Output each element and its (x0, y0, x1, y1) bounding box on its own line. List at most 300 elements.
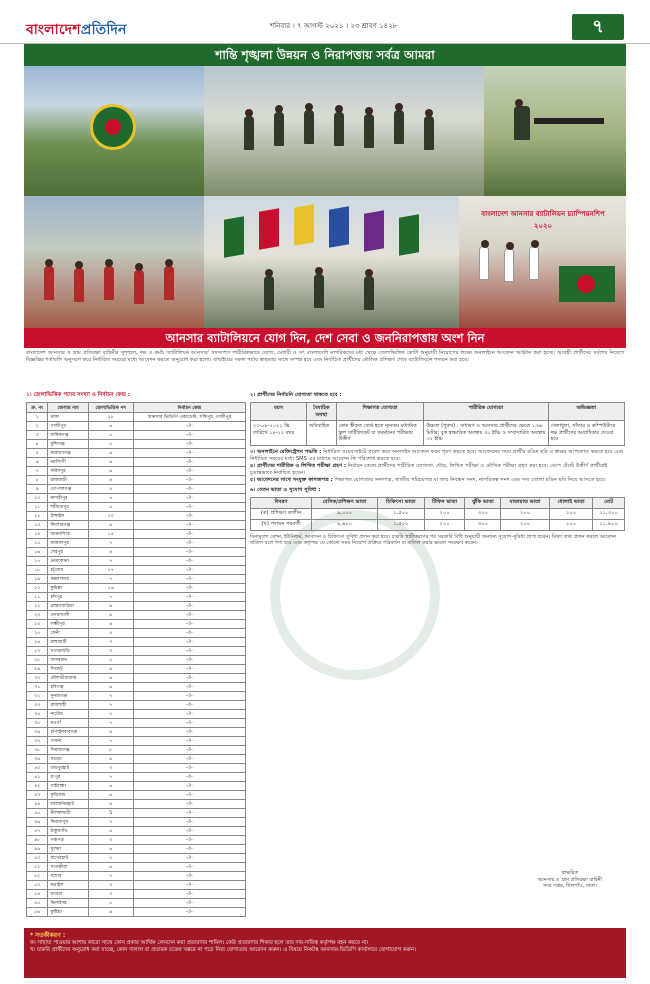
table-cell: -ঐ- (133, 710, 245, 719)
table-cell: -ঐ- (133, 908, 245, 917)
table-cell: ৯ (88, 755, 133, 764)
table-cell: ৬ (88, 467, 133, 476)
table-cell: ৫ (88, 431, 133, 440)
table-cell: ৪৪ (27, 800, 48, 809)
info-section (250, 463, 625, 477)
table-row (27, 854, 246, 863)
table-row (27, 512, 246, 521)
table-cell: -ঐ- (133, 773, 245, 782)
table-cell: ৬ (88, 620, 133, 629)
table-cell: ৭ (88, 719, 133, 728)
salary-heading: ৬। বেতন ভাতা ও সুযোগ সুবিধা : (250, 486, 321, 493)
table-cell: ১৭ (88, 566, 133, 575)
table-cell: ২০০ (501, 519, 549, 530)
photo-collage (24, 66, 626, 328)
table-row (27, 413, 246, 422)
signoff-name: আনসার ও গ্রাম প্রতিরক্ষা বাহিনী (537, 876, 603, 883)
table-row (27, 818, 246, 827)
table-cell: ময়মনসিংহ (48, 530, 88, 539)
signoff-block (520, 870, 620, 890)
table-row (27, 800, 246, 809)
table-row (27, 836, 246, 845)
table-cell: ৬ (27, 458, 48, 467)
table-header: টিফিন ভাতা (424, 497, 465, 508)
table-cell: ফেনী (48, 629, 88, 638)
soldier-figure (334, 112, 344, 146)
section-text: শিক্ষাগত যোগ্যতার সনদপত্র, জাতীয় পরিচয়পত্র বা জন্ম নিবন্ধন সনদ, নাগরিকত্ব সনদ এবং সদ্য তোলা রঙিন ছবি নিয়ে আসতে হবে। (332, 476, 606, 483)
table-cell: ৮ (88, 746, 133, 755)
table-header: অভিজ্ঞতা (548, 403, 624, 421)
photo-flag-parade (204, 196, 459, 328)
table-row (27, 827, 246, 836)
table-cell: রাজবাড়ী (48, 476, 88, 485)
table-row (27, 620, 246, 629)
table-cell: ৯ (27, 485, 48, 494)
table-cell: ২০ (27, 584, 48, 593)
table-cell: ৩ (27, 431, 48, 440)
table-cell: -ঐ- (133, 800, 245, 809)
table-header: বয়স (251, 403, 307, 421)
table-cell: ঢাকা (48, 413, 88, 422)
table-cell: ৪ (88, 503, 133, 512)
table-cell: -ঐ- (133, 449, 245, 458)
table-cell: রাঙ্গামাটি (48, 638, 88, 647)
table-cell: নারায়ণগঞ্জ (48, 449, 88, 458)
table-cell: -ঐ- (133, 512, 245, 521)
table-cell: ১১,৩০০ (593, 508, 625, 519)
info-section (250, 449, 625, 463)
table-cell: ১৮ (27, 566, 48, 575)
table-row (27, 422, 246, 431)
table-row (27, 521, 246, 530)
table-cell: আনসার ভিডিপি একাডেমি, সফিপুর, গাজীপুর (133, 413, 245, 422)
table-row (27, 566, 246, 575)
table-cell: ৭ (88, 575, 133, 584)
table-cell: -ঐ- (133, 521, 245, 530)
table-cell: মানিকগঞ্জ (48, 431, 88, 440)
table-cell: ৩৮ (27, 746, 48, 755)
soldier-figure (274, 112, 284, 146)
table-cell: -ঐ- (133, 683, 245, 692)
table-row (27, 746, 246, 755)
table-cell: ৭ (88, 872, 133, 881)
table-cell: ৬ (88, 845, 133, 854)
eligibility-table (250, 402, 625, 446)
table-cell: -ঐ- (133, 647, 245, 656)
ansar-emblem-icon (90, 104, 136, 150)
table-cell: খুলনা (48, 845, 88, 854)
table-cell: ৫০ (27, 854, 48, 863)
table-cell: ৭ (88, 701, 133, 710)
table-cell: কুড়িগ্রাম (48, 791, 88, 800)
soldier-figure (244, 116, 254, 150)
table-cell: ৩৯ (27, 755, 48, 764)
table-cell: চাঁপাইনবাবগঞ্জ (48, 728, 88, 737)
table-cell: ঝিনাইদহ (48, 899, 88, 908)
notes-paragraph: বিনামূল্যে রেশন, ইউনিফর্ম, আবাসন ও চিকিৎসা সুবিধা প্রদান করা হবে। চাকরি স্থায়ীকরণের পর সরকারি বিধি অনুযায়ী অন্যান্য সুযোগ-সুবিধা প্রাপ্য হবেন। মিথ্যা তথ্য প্রদান করলে আবেদন বাতিল বলে গণ্য হবে এবং কর্তৃপক্ষ যে কোনো সময় নিয়োগ প্রক্রিয়া পরিবর্তন বা বাতিল করার ক্ষমতা সংরক্ষণ করেন। (250, 533, 616, 547)
table-cell: ১,৫০০ (377, 508, 424, 519)
table-cell: ৩০০ (465, 508, 501, 519)
table-cell: -ঐ- (133, 485, 245, 494)
district-quota-section (26, 392, 246, 915)
table-cell: ২ (27, 422, 48, 431)
table-cell: ২৫ (27, 629, 48, 638)
table-cell: ৬ (88, 449, 133, 458)
table-cell: ২৩-০৮-২০২১ খ্রি. তারিখে ১৮-২২ বছর (251, 421, 307, 446)
table-header: চিকিৎসা ভাতা (377, 497, 424, 508)
requirements-section (250, 392, 625, 892)
table-cell: ৯ (88, 665, 133, 674)
table-row (27, 494, 246, 503)
soldier-figure (364, 276, 374, 310)
table-cell: ৯ (88, 602, 133, 611)
table-header: বৈবাহিক অবস্থা (306, 403, 336, 421)
table-row (27, 440, 246, 449)
table-cell: ২০০ (424, 519, 465, 530)
gun-icon (534, 118, 604, 124)
eligibility-heading: ২। প্রার্থীদের নির্বাচনি যোগ্যতা থাকতে হবে : (250, 392, 342, 398)
table-row (27, 863, 246, 872)
table-cell: নাটোর (48, 710, 88, 719)
table-cell: ৬ (88, 674, 133, 683)
table-cell: ৪৬ (27, 818, 48, 827)
table-row (251, 508, 625, 519)
table-cell: সুনামগঞ্জ (48, 692, 88, 701)
table-cell: ব্রাহ্মণবাড়িয়া (48, 602, 88, 611)
table-cell: -ঐ- (133, 746, 245, 755)
table-cell: নেত্রকোনা (48, 557, 88, 566)
intro-paragraph: বাংলাদেশ আনসার ও গ্রাম প্রতিরক্ষা বাহিনীর সুশৃঙ্খল, দক্ষ ও কর্মঠ 'ব্যাটালিয়ন আনসার' সদস্যপদে শারীরিকভাবে যোগ্য, মেধাবী ও সৎ বাংলাদেশি নাগরিকদের মধ্য থেকে জেলাভিত্তিক কোটা অনুযায়ী নিয়োগের লক্ষ্যে অনলাইনে আবেদন আহ্বান করা হচ্ছে। আগ্রহী প্রার্থীদের সর্বশেষ নিয়োগ বিজ্ঞপ্তির শর্তাবলি অনুসরণ করে নির্ধারিত সময়ের মধ্যে আবেদন করতে অনুরোধ করা হলো। বাছাইয়ের সকল পর্যায় স্বচ্ছতার সাথে সম্পন্ন হবে এবং নির্বাচিত প্রার্থীদের মৌলিক প্রশিক্ষণ শেষে ব্যাটালিয়নে পদায়ন করা হবে। (26, 350, 624, 364)
table-row (27, 539, 246, 548)
table-cell: উচ্চতা (পুরুষ) : সাধারণ ও আনসার প্রার্থীদের ক্ষেত্রে ১.৬৮ মিটার; বুক স্বাভাবিক অবস্থায় ৩০ ইঞ্চি ও সম্প্রসারিত অবস্থায় ৩২ ইঞ্চি (424, 421, 548, 446)
table-cell: ১১ (27, 503, 48, 512)
table-cell: ৭ (88, 737, 133, 746)
table-cell: -ঐ- (133, 845, 245, 854)
table-cell: -ঐ- (133, 872, 245, 881)
table-cell: ৪ (88, 494, 133, 503)
table-header: শারীরিক যোগ্যতা (424, 403, 548, 421)
band-member (44, 266, 54, 300)
table-cell: -ঐ- (133, 530, 245, 539)
table-cell: -ঐ- (133, 593, 245, 602)
table-cell: -ঐ- (133, 494, 245, 503)
table-cell: শরীয়তপুর (48, 503, 88, 512)
table-cell: হবিগঞ্জ (48, 683, 88, 692)
table-row (27, 611, 246, 620)
table-row (27, 584, 246, 593)
table-cell: -ঐ- (133, 539, 245, 548)
table-row (27, 656, 246, 665)
table-cell: বান্দরবান (48, 656, 88, 665)
table-row (27, 683, 246, 692)
soldier-figure (424, 116, 434, 150)
table-header: নির্বাচন কেন্দ্র (133, 403, 245, 413)
table-cell: -ঐ- (133, 476, 245, 485)
warning-line: ক। সাহায্য পাওয়ার আশায় কারো সাথে কোন প্রকার আর্থিক লেনদেন করা প্রতারণার শামিল। কেউ প্রতারণার শিকার হলে তার দায়-দায়িত্ব কর্তৃপক্ষ বহন করবে না। (30, 939, 369, 946)
table-row (27, 755, 246, 764)
table-cell: ১০ (88, 512, 133, 521)
table-cell: ৬ (88, 458, 133, 467)
section-heading: ৩। অনলাইনে রেজিস্ট্রেশন পদ্ধতি : (250, 448, 322, 455)
table-cell: -ঐ- (133, 755, 245, 764)
table-cell: -ঐ- (133, 881, 245, 890)
table-row (27, 908, 246, 917)
table-header: জেলার নাম (48, 403, 88, 413)
flag-icon (329, 206, 349, 248)
table-cell: -ঐ- (133, 557, 245, 566)
table-cell: ১০০ (549, 519, 592, 530)
table-cell: -ঐ- (133, 611, 245, 620)
soldier-figure (514, 106, 530, 140)
section-text: নির্ধারিত ওয়েবসাইটে প্রবেশ করে অনলাইন আবেদন ফরম পূরণ করতে হবে। আবেদনের সময় প্রার্থীর রঙিন ছবি ও স্বাক্ষর আপলোড করতে হবে এবং নির্ধারিত সময়ের মধ্যে SMS এর মাধ্যমে আবেদন ফি পরিশোধ করতে হবে। (250, 448, 624, 462)
table-cell: ২০০ (501, 508, 549, 519)
district-table-title: ১। জেলাভিত্তিক পদের সংখ্যা ও নির্বাচন কেন্দ্র : (26, 392, 131, 398)
info-section (250, 477, 625, 484)
table-cell: ৯,৬০০ (312, 519, 378, 530)
band-member (164, 266, 174, 300)
table-cell: ২১ (27, 593, 48, 602)
table-cell: ৫ (88, 899, 133, 908)
table-row (27, 710, 246, 719)
table-cell: -ঐ- (133, 836, 245, 845)
table-cell: 5 (88, 809, 133, 818)
table-cell: ২৮ (27, 656, 48, 665)
table-cell: সিরাজগঞ্জ (48, 746, 88, 755)
table-row (27, 638, 246, 647)
table-cell: -ঐ- (133, 899, 245, 908)
table-cell: ৫৩ (27, 881, 48, 890)
table-row (27, 791, 246, 800)
table-cell: কুমিল্লা (48, 584, 88, 593)
table-cell: ৪ (88, 800, 133, 809)
table-cell: ৫২ (27, 872, 48, 881)
salary-table (250, 497, 625, 531)
table-cell: ৪৮ (27, 836, 48, 845)
page-number: ৭ (572, 14, 624, 40)
table-cell: লালমনিরহাট (48, 800, 88, 809)
table-cell: ৪০ (27, 764, 48, 773)
table-row (27, 899, 246, 908)
table-row (27, 548, 246, 557)
table-cell: সিলেট (48, 665, 88, 674)
bangladesh-flag-icon (559, 266, 615, 302)
flag-icon (399, 214, 419, 256)
table-cell: ৬ (88, 422, 133, 431)
table-cell: ৫৫ (27, 899, 48, 908)
table-cell: ২ (88, 656, 133, 665)
table-cell: -ঐ- (133, 890, 245, 899)
table-header: শিক্ষাগত যোগ্যতা (336, 403, 424, 421)
section-text: নির্বাচন কেন্দ্রে প্রার্থীদের শারীরিক যোগ্যতা, দৌড়, লিখিত পরীক্ষা ও মৌখিক পরীক্ষা গ্রহণ করা হবে। ডোপ টেস্টে উত্তীর্ণ প্রার্থীরাই চূড়ান্তভাবে নির্বাচিত হবেন। (250, 462, 608, 476)
table-cell: মুন্সিগঞ্জ (48, 440, 88, 449)
table-row (27, 872, 246, 881)
table-row (27, 674, 246, 683)
table-cell: -ঐ- (133, 827, 245, 836)
table-row (27, 530, 246, 539)
table-cell: -ঐ- (133, 503, 245, 512)
table-row (27, 593, 246, 602)
band-member (104, 266, 114, 300)
table-cell: মৌলভীবাজার (48, 674, 88, 683)
top-banner: শান্তি শৃঙ্খলা উন্নয়ন ও নিরাপত্তায় সর্বত্র আমরা (24, 44, 626, 66)
recruitment-headline: আনসার ব্যাটালিয়নে যোগ দিন, দেশ সেবা ও জননিরাপত্তায় অংশ নিন (24, 328, 626, 348)
table-cell: ১০০ (549, 508, 592, 519)
table-cell: ৫ (88, 854, 133, 863)
table-cell: -ঐ- (133, 701, 245, 710)
table-cell: -ঐ- (133, 431, 245, 440)
table-cell: -ঐ- (133, 809, 245, 818)
table-header: জেলাভিত্তিক পদ (88, 403, 133, 413)
table-cell: -ঐ- (133, 854, 245, 863)
table-cell: ৪২ (27, 782, 48, 791)
table-cell: ১ (27, 413, 48, 422)
table-cell: -ঐ- (133, 620, 245, 629)
table-cell: ৪ (88, 827, 133, 836)
table-cell: -ঐ- (133, 566, 245, 575)
table-cell: টাঙ্গাইল (48, 512, 88, 521)
table-cell: ৬ (88, 863, 133, 872)
table-row (27, 476, 246, 485)
masthead (0, 0, 650, 44)
table-cell: ৪৯ (27, 845, 48, 854)
dateline: শনিবার । ৭ আগস্ট ২০২১ । ২৩ শ্রাবণ ১৪২৮ (270, 22, 398, 30)
table-cell: ৫১ (27, 863, 48, 872)
table-cell: ৪৭ (27, 827, 48, 836)
table-cell: কক্সবাজার (48, 575, 88, 584)
band-member (134, 270, 144, 304)
table-cell: ৩৫ (27, 719, 48, 728)
table-cell: ৩০ (27, 674, 48, 683)
table-cell: ৩ (88, 647, 133, 656)
photo-parade-ground (24, 66, 204, 196)
table-row (251, 519, 625, 530)
table-cell: কোন স্বীকৃত বোর্ড হতে ন্যূনতম মাধ্যমিক স্কুল সার্টিফিকেট বা সমমানের পরীক্ষায় উত্তীর্ণ (336, 421, 424, 446)
table-cell: জয়পুরহাট (48, 764, 88, 773)
table-cell: -ঐ- (133, 467, 245, 476)
table-cell: -ঐ- (133, 764, 245, 773)
table-cell: (ক) প্রশিক্ষণ কালীন (251, 508, 312, 519)
table-cell: পঞ্চগড় (48, 836, 88, 845)
table-cell: ৯ (88, 611, 133, 620)
table-cell: বাগেরহাট (48, 854, 88, 863)
table-cell: ৫ (88, 710, 133, 719)
table-cell: ৪ (88, 476, 133, 485)
table-row (27, 575, 246, 584)
table-cell: নড়াইল (48, 881, 88, 890)
table-cell: ১০ (27, 494, 48, 503)
table-cell: -ঐ- (133, 665, 245, 674)
table-cell: ৪ (27, 440, 48, 449)
table-cell: রাজশাহী (48, 701, 88, 710)
table-cell: বগুড়া (48, 755, 88, 764)
athlete-figure (504, 248, 514, 282)
table-cell: ১৮ (88, 413, 133, 422)
table-header: মোট (593, 497, 625, 508)
table-cell: ১৪ (88, 530, 133, 539)
table-cell: -ঐ- (133, 575, 245, 584)
table-cell: ১৪ (27, 530, 48, 539)
table-cell: ৫ (88, 440, 133, 449)
table-cell: ১৩ (27, 521, 48, 530)
table-cell: ৭ (88, 539, 133, 548)
flag-icon (364, 210, 384, 252)
table-row (27, 701, 246, 710)
table-row (27, 764, 246, 773)
table-cell: ৬ (88, 791, 133, 800)
table-cell: রংপুর (48, 773, 88, 782)
soldier-figure (304, 110, 314, 144)
table-cell: (খ) পদায়ন পরবর্তী (251, 519, 312, 530)
warning-footer (24, 928, 626, 978)
newspaper-logo[interactable] (26, 18, 127, 42)
table-row (27, 890, 246, 899)
table-cell: -ঐ- (133, 602, 245, 611)
table-cell: ১,৫০০ (377, 519, 424, 530)
table-cell: মাগুরা (48, 890, 88, 899)
photo-machine-gun (484, 66, 626, 196)
table-cell: -ঐ- (133, 674, 245, 683)
table-cell: -ঐ- (133, 458, 245, 467)
table-row (27, 809, 246, 818)
table-cell: নীলফামারী (48, 809, 88, 818)
table-cell: ২৭ (27, 647, 48, 656)
table-cell: -ঐ- (133, 638, 245, 647)
table-header: ক্র. নং (27, 403, 48, 413)
table-cell: নরসিংদী (48, 458, 88, 467)
table-cell: ১৬ (88, 584, 133, 593)
table-cell: লক্ষ্মীপুর (48, 620, 88, 629)
warning-heading: * সতর্কীকরণ : (30, 932, 66, 939)
table-cell: ১২ (27, 512, 48, 521)
table-cell: অবিবাহিত (306, 421, 336, 446)
logo-part-a: বাংলাদেশ (26, 22, 81, 38)
warning-line: খ। চাকরি প্রার্থীদের অনুরোধ করা যাচ্ছে, কোন দালাল বা প্রতারক চক্রের খপ্পরে না পড়ে নিজ যোগ্যতায় আবেদন করুন। এ বিষয়ে নিকটস্থ আনসার-ভিডিপি কার্যালয়ে যোগাযোগ করুন। (30, 947, 416, 954)
flag-icon (259, 208, 279, 250)
soldier-figure (314, 274, 324, 308)
table-cell: ৩৬ (27, 728, 48, 737)
table-cell: ১৫ (27, 539, 48, 548)
table-cell: ৪৩ (27, 791, 48, 800)
table-cell: ৩ (88, 638, 133, 647)
table-cell: খাগড়াছড়ি (48, 647, 88, 656)
table-cell: ৭ (88, 818, 133, 827)
table-row (27, 467, 246, 476)
table-cell: ৩ (88, 836, 133, 845)
table-cell: ঠাকুরগাঁও (48, 827, 88, 836)
table-cell: ৩১ (27, 683, 48, 692)
table-cell: ৩২ (27, 692, 48, 701)
table-row (27, 665, 246, 674)
table-cell: ৩৩ (27, 701, 48, 710)
table-cell: ৭ (88, 593, 133, 602)
table-row (27, 773, 246, 782)
athlete-figure (529, 246, 539, 280)
table-row (27, 629, 246, 638)
table-cell: -ঐ- (133, 422, 245, 431)
table-cell: ৭ (88, 557, 133, 566)
table-header: ধোলাই ভাতা (549, 497, 592, 508)
table-row (27, 881, 246, 890)
athlete-figure (479, 246, 489, 280)
table-cell: সাতক্ষীরা (48, 863, 88, 872)
table-cell: ৯ (88, 521, 133, 530)
table-header: যাতায়াত ভাতা (501, 497, 549, 508)
table-cell: ২২ (27, 602, 48, 611)
table-cell: ৪ (88, 485, 133, 494)
soldier-figure (394, 110, 404, 144)
table-cell: ৫ (27, 449, 48, 458)
district-quota-table (26, 402, 246, 917)
